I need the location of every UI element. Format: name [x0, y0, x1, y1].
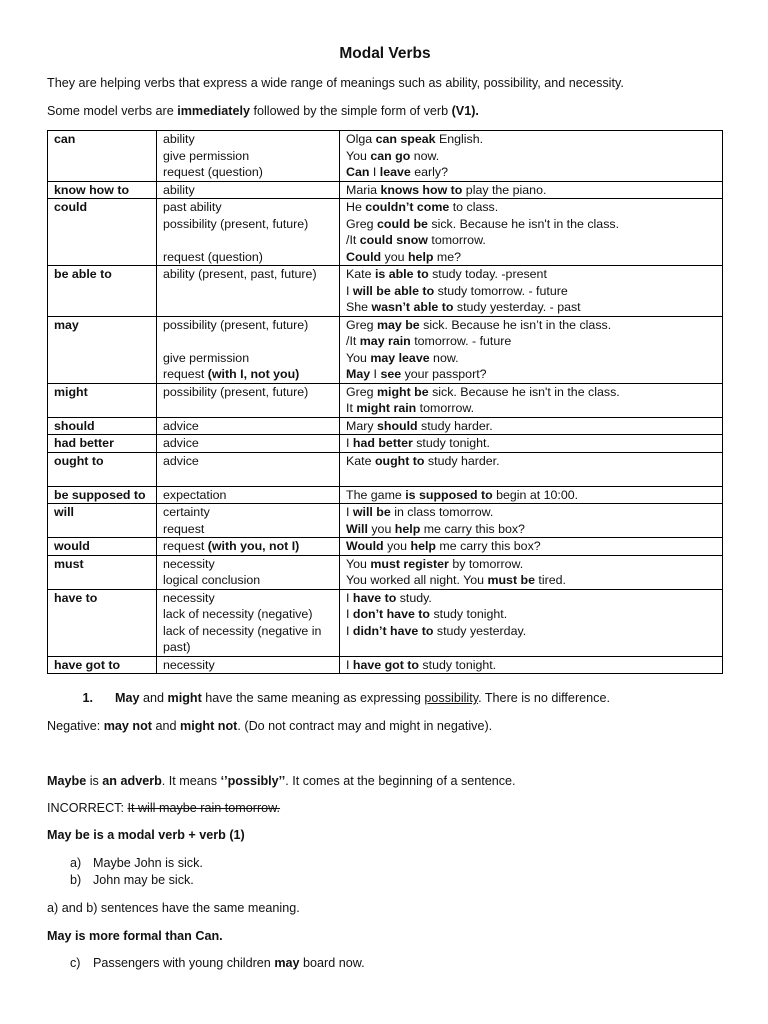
modal-verbs-table — [47, 130, 723, 674]
table-row — [48, 656, 723, 674]
example-line: May I see your passport? — [346, 367, 487, 381]
example-cell — [340, 199, 723, 266]
table-row — [48, 417, 723, 435]
table-row — [48, 199, 723, 266]
example-line: /It may rain tomorrow. - future — [346, 334, 512, 348]
meaning-cell — [157, 417, 340, 435]
meaning-cell — [157, 181, 340, 199]
example-cell — [340, 555, 723, 589]
example-line: Olga can speak English. — [346, 132, 484, 146]
example-line: She wasn’t able to study yesterday. - past — [346, 300, 581, 314]
example-line: Maria knows how to play the piano. — [346, 182, 547, 197]
meaning-line — [163, 232, 333, 249]
table-row — [48, 131, 723, 182]
meaning-line: past ability — [163, 200, 222, 214]
modal-verb-cell: be able to — [48, 266, 157, 317]
modal-verb-cell: will — [48, 504, 157, 538]
table-row — [48, 452, 723, 486]
meaning-cell — [157, 452, 340, 486]
example-line: He couldn’t come to class. — [346, 200, 499, 214]
meaning-cell — [157, 486, 340, 504]
table-row — [48, 555, 723, 589]
meaning-line — [163, 333, 333, 350]
list-item: b) John may be sick. — [70, 873, 194, 887]
meaning-line: past) — [163, 640, 191, 654]
example-cell — [340, 383, 723, 417]
modal-verb-cell: may — [48, 316, 157, 383]
example-line: You worked all night. You must be tired. — [346, 573, 566, 587]
meaning-line: give permission — [163, 148, 250, 163]
meaning-line: lack of necessity (negative in — [163, 623, 322, 638]
modal-verb-cell: should — [48, 417, 157, 435]
maybe-adverb-note: Maybe is an adverb. It means ‘’possibly’’. It comes at the beginning of a sentence. — [47, 774, 516, 788]
example-cell — [340, 417, 723, 435]
meaning-cell — [157, 266, 340, 317]
example-line: Could you help me? — [346, 249, 462, 264]
meaning-line: ability — [163, 182, 195, 197]
table-row — [48, 486, 723, 504]
example-line: I don’t have to study tonight. — [346, 607, 508, 621]
table-row — [48, 383, 723, 417]
example-line: /It could snow tomorrow. — [346, 233, 486, 247]
example-line: Will you help me carry this box? — [346, 521, 525, 536]
may-be-note: May be is a modal verb + verb (1) — [47, 828, 245, 842]
example-cell — [340, 452, 723, 486]
example-line: I have got to study tonight. — [346, 657, 497, 672]
meaning-cell — [157, 538, 340, 556]
meaning-cell — [157, 555, 340, 589]
meaning-cell — [157, 199, 340, 266]
modal-verb-cell: can — [48, 131, 157, 182]
table-row — [48, 504, 723, 538]
meaning-line: request — [163, 521, 205, 536]
meaning-line: request (with you, not I) — [163, 539, 300, 553]
meaning-line: request (with I, not you) — [163, 367, 300, 381]
example-line: Kate ought to study harder. — [346, 453, 500, 468]
table-row — [48, 589, 723, 656]
formal-note: May is more formal than Can. — [47, 929, 223, 943]
modal-verb-cell: might — [48, 383, 157, 417]
meaning-line: necessity — [163, 590, 215, 605]
example-cell — [340, 131, 723, 182]
meaning-cell — [157, 383, 340, 417]
meaning-line: advice — [163, 453, 199, 468]
table-row — [48, 316, 723, 383]
example-cell — [340, 316, 723, 383]
table-row — [48, 538, 723, 556]
page-title: Modal Verbs — [339, 45, 431, 62]
meaning-cell — [157, 435, 340, 453]
example-line: Kate is able to study today. -present — [346, 267, 547, 281]
table-row — [48, 181, 723, 199]
meaning-line: advice — [163, 436, 199, 450]
example-line: I will be able to study tomorrow. - future — [346, 283, 568, 298]
meaning-line: certainty — [163, 505, 210, 519]
example-cell — [340, 486, 723, 504]
example-cell — [340, 181, 723, 199]
modal-verb-cell: must — [48, 555, 157, 589]
example-line: Greg could be sick. Because he isn't in the class. — [346, 216, 620, 231]
meaning-line: request (question) — [163, 165, 263, 179]
intro-paragraph-2: Some model verbs are immediately followed by the simple form of verb (V1). — [47, 104, 479, 118]
meaning-line: logical conclusion — [163, 573, 261, 587]
example-line: Greg might be sick. Because he isn't in the class. — [346, 384, 620, 399]
meaning-line — [163, 469, 333, 486]
list-item: a) Maybe John is sick. — [70, 856, 203, 870]
list-item: c) Passengers with young children may board now. — [70, 956, 365, 970]
example-cell — [340, 589, 723, 656]
modal-verb-cell: know how to — [48, 181, 157, 199]
example-cell — [340, 538, 723, 556]
example-cell — [340, 504, 723, 538]
meaning-cell — [157, 589, 340, 656]
table-row — [48, 435, 723, 453]
example-cell — [340, 435, 723, 453]
modal-verb-cell: have got to — [48, 656, 157, 674]
modal-verb-cell: ought to — [48, 452, 157, 486]
meaning-line: ability — [163, 132, 195, 146]
modal-verb-cell: be supposed to — [48, 486, 157, 504]
meaning-line: possibility (present, future) — [163, 384, 309, 399]
modal-verb-cell: had better — [48, 435, 157, 453]
meaning-cell — [157, 131, 340, 182]
example-line: Mary should study harder. — [346, 418, 493, 433]
meaning-line: expectation — [163, 487, 227, 502]
meaning-line: necessity — [163, 556, 215, 571]
modal-verb-cell: could — [48, 199, 157, 266]
modal-verb-cell: have to — [48, 589, 157, 656]
meaning-line: ability (present, past, future) — [163, 267, 317, 281]
example-line: It might rain tomorrow. — [346, 401, 475, 415]
modal-verb-cell: would — [48, 538, 157, 556]
example-line: I will be in class tomorrow. — [346, 505, 494, 519]
meaning-line: request (question) — [163, 249, 263, 264]
example-line: I had better study tonight. — [346, 436, 490, 450]
meaning-cell — [157, 504, 340, 538]
intro-paragraph: They are helping verbs that express a wide range of meanings such as ability, possibility, and necessity. — [47, 76, 624, 90]
same-meaning-note: a) and b) sentences have the same meaning. — [47, 901, 300, 915]
example-cell — [340, 266, 723, 317]
table-row — [48, 266, 723, 317]
note-1: 1. May and might have the same meaning as expressing possibility. There is no difference. — [82, 691, 610, 705]
meaning-line: possibility (present, future) — [163, 317, 309, 332]
meaning-cell — [157, 656, 340, 674]
example-line: I have to study. — [346, 590, 432, 605]
example-line: Can I leave early? — [346, 165, 448, 179]
incorrect-example: INCORRECT: It will maybe rain tomorrow. — [47, 801, 281, 815]
meaning-line: necessity — [163, 657, 215, 672]
example-line: Greg may be sick. Because he isn’t in the class. — [346, 317, 612, 332]
negative-note: Negative: may not and might not. (Do not contract may and might in negative). — [47, 719, 493, 733]
meaning-cell — [157, 316, 340, 383]
meaning-line: lack of necessity (negative) — [163, 607, 313, 621]
example-line: I didn’t have to study yesterday. — [346, 623, 527, 638]
meaning-line: advice — [163, 418, 199, 433]
example-line: You must register by tomorrow. — [346, 556, 524, 571]
example-line: You can go now. — [346, 148, 440, 163]
example-cell — [340, 656, 723, 674]
example-line — [346, 469, 716, 486]
meaning-line: give permission — [163, 350, 250, 365]
meaning-line: possibility (present, future) — [163, 216, 309, 231]
example-line: The game is supposed to begin at 10:00. — [346, 487, 579, 502]
example-line: Would you help me carry this box? — [346, 539, 541, 553]
example-line: You may leave now. — [346, 350, 459, 365]
